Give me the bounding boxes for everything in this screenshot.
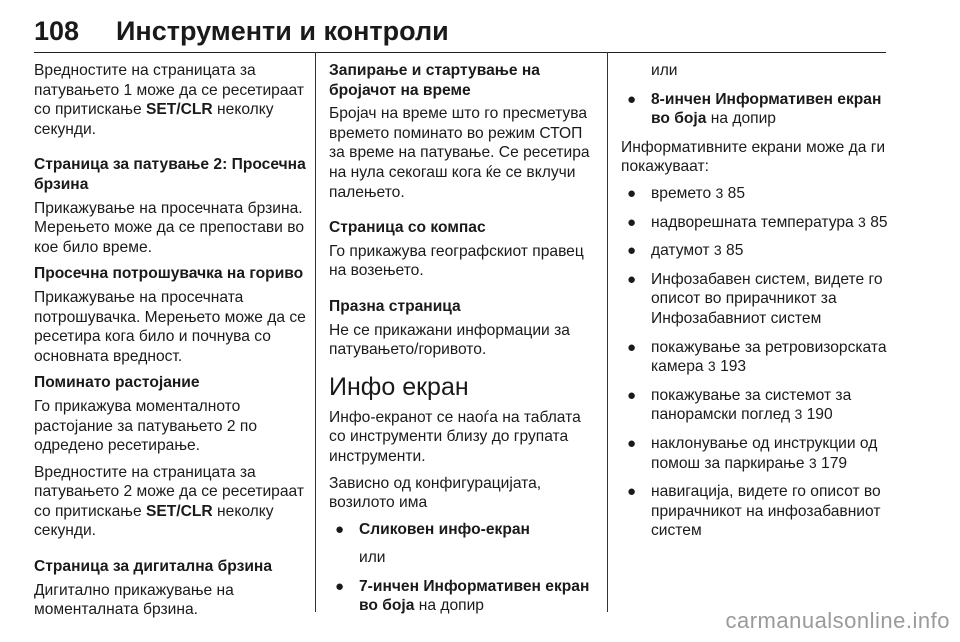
subheading: Празна страница [329, 297, 461, 315]
paragraph: Вредностите на страницата за патувањето 2 може да се ресетираат со притискање SET/CLR неколку секунди. [34, 463, 304, 540]
subheading: Страница за патување 2: Просечна брзина [34, 156, 306, 193]
list-item: ● надворешната температура 3 85 [627, 213, 888, 231]
page-reference-icon: 3 [808, 454, 817, 471]
column-divider [607, 52, 608, 612]
info-list [621, 184, 889, 541]
paragraph: Не се прикажани информации за патувањето/горивото. [329, 321, 570, 359]
button-name: SET/CLR [145, 101, 213, 119]
bullet-icon: ● [627, 483, 637, 501]
page-reference-icon: 3 [794, 406, 803, 423]
list-item: ● навигација, видете го описот во прирачникот на инфозабавниот систем [627, 483, 881, 540]
paragraph: Го прикажува географскиот правец на возењето. [329, 242, 584, 280]
subheading: Просечна потрошувачка на гориво [34, 265, 304, 283]
page-reference[interactable]: 85 [726, 242, 744, 260]
page-number: 108 [34, 16, 80, 46]
list-item: ● времето 3 85 [627, 184, 745, 202]
page-reference[interactable]: 179 [821, 454, 848, 472]
page-reference[interactable]: 190 [806, 406, 833, 424]
bullet-icon: ● [627, 338, 637, 356]
button-name: SET/CLR [145, 502, 213, 520]
section-title: Инфо екран [329, 372, 469, 401]
watermark: carmanualsonline.info [725, 608, 950, 633]
subheading: Поминато растојание [34, 374, 200, 392]
bullet-icon: ● [627, 184, 637, 202]
page-reference[interactable]: 193 [720, 358, 747, 376]
list-item: ● 7-инчен Информативен екран во боја на допир [335, 577, 590, 615]
page-title: Инструменти и контроли [116, 16, 449, 46]
or-text: или [359, 549, 386, 567]
column-right [621, 61, 889, 550]
list-item: ● 8-инчен Информативен екран во боја на допир [627, 90, 882, 128]
page-reference[interactable]: 85 [870, 213, 888, 231]
paragraph: Дигитално прикажување на моменталната брзина. [34, 581, 234, 619]
paragraph: Инфо-екранот се наоѓа на таблата со инструменти близу до групата инструменти. [329, 408, 581, 465]
or-text: или [651, 62, 678, 79]
bullet-icon: ● [627, 386, 637, 404]
column-left [34, 61, 306, 627]
subheading: Страница со компас [329, 219, 486, 237]
list-item: ● Сликовен инфо-екран [335, 520, 530, 538]
column-middle [329, 61, 599, 625]
bullet-icon: ● [335, 520, 345, 538]
bullet-icon: ● [627, 242, 637, 260]
column-divider [315, 52, 316, 612]
list-item: ● наклонување од инструкции од помош за паркирање 3 179 [627, 434, 878, 472]
bullet-icon: ● [335, 577, 345, 595]
subheading: Запирање и стартување на бројачот на време [329, 62, 540, 99]
bullet-icon: ● [627, 434, 637, 452]
paragraph: Бројач на време што го пресметува времето поминато во режим СТОП за време на патување. Се ресетира на нула секогаш кога ќе се вклучи палењето. [329, 105, 590, 201]
list-item: ● покажување за системот за панорамски поглед 3 190 [627, 386, 852, 424]
page-reference-icon: 3 [715, 184, 724, 201]
bullet-icon: ● [627, 90, 637, 108]
paragraph: Информативните екрани може да ги покажуваат: [621, 138, 886, 176]
list-item: ● покажување за ретровизорската камера 3 193 [627, 338, 887, 376]
paragraph: Прикажување на просечната брзина. Мерењето може да се препостави во кое било време. [34, 199, 304, 256]
paragraph: Прикажување на просечната потрошувачка. Мерењето може да се ресетира кога било и почнува со основната вредност. [34, 288, 306, 365]
page-reference-icon: 3 [858, 213, 866, 230]
list-item: ● датумот 3 85 [627, 242, 744, 260]
bullet-icon: ● [627, 213, 637, 231]
paragraph: Зависно од конфигурацијата, возилото има [329, 474, 542, 512]
page-reference[interactable]: 85 [727, 184, 745, 202]
page-reference-icon: 3 [713, 242, 722, 259]
bullet-icon: ● [627, 270, 637, 288]
paragraph: Вредностите на страницата за патувањето 1 може да се ресетираат со притискање SET/CLR неколку секунди. [34, 62, 304, 138]
page-header [34, 14, 886, 53]
subheading: Страница за дигитална брзина [34, 558, 273, 576]
list-item: ● Инфозабавен систем, видете го описот во прирачникот за Инфозабавниот систем [627, 270, 883, 327]
page-reference-icon: 3 [707, 358, 716, 375]
paragraph: Го прикажува моменталното растојание за патувањето 2 по одредено ресетирање. [34, 397, 257, 455]
